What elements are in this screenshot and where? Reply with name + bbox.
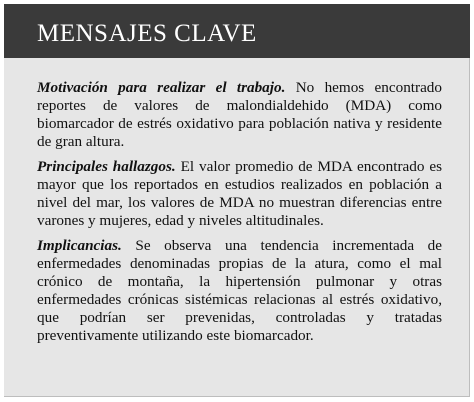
key-messages-content [37,79,442,352]
paragraph-text: El valor promedio de MDA encontrado es mayor que los reportados en estudios realizados en población a nivel del mar, los valores de MDA no muestran diferencias entre varones y mujeres, edad y niveles altitudinales. [37,158,442,229]
paragraph-implications [37,237,442,345]
paragraph-lead: Principales hallazgos. [37,158,176,175]
header-title: MENSAJES CLAVE [37,20,257,47]
paragraph-findings [37,158,442,230]
key-messages-box [4,4,470,397]
paragraph-lead: Motivación para realizar el trabajo. [37,79,286,96]
paragraph-motivation [37,79,442,151]
paragraph-text: Se observa una tendencia incrementada de enfermedades denominadas propias de la atura, como el mal crónico de montaña, la hipertensión pulmonar y otras enfermedades crónicas sistémicas relacionas al estrés oxidativo, que podrían ser prevenidas, controladas y tratadas preventivamente utilizando este biomarcador. [37,237,442,344]
key-messages-header [4,4,470,58]
paragraph-text: No hemos encontrado reportes de valores de malondialdehido (MDA) como biomarcador de estrés oxidativo para población nativa y residente de gran altura. [37,79,442,150]
paragraph-lead: Implicancias. [37,237,122,254]
